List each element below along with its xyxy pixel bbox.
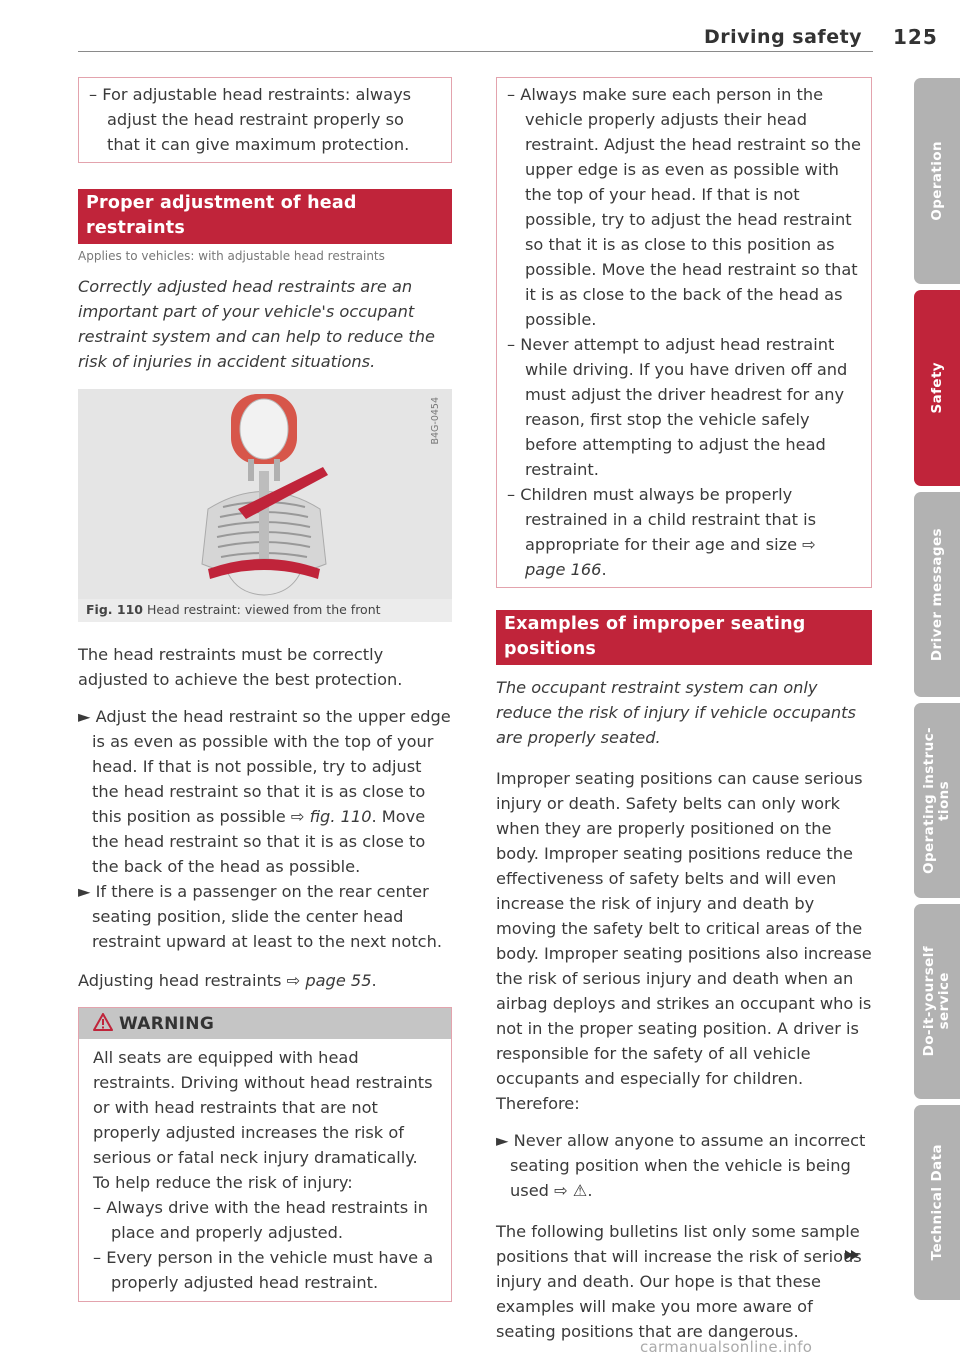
note-item: – Always make sure each person in the vehicle properly adjusts their head restraint. Adjust the head restraint so the upper edge is as even as possible with the top of your head. If that is not possible, try to adjust the head restraint so that it is as close to this position as possible. Move the head restraint so that it is as close to the back of the head as possible. [507,85,861,329]
left-column [78,77,452,1302]
paragraph-improper-seating: Improper seating positions can cause serious injury or death. Safety belts can only work when they are properly positioned on the body. Improper seating positions reduce the effectiveness of safety belts and will even increase the risk of injury and death by moving the safety belt to critical areas of the body. Improper seating positions also increase the risk of serious injury and death when an airbag deploys and strikes an occupant who is not in the proper seating position. A driver is responsible for the safety of all vehicle occupants and especially for children. Therefore: [496,769,872,1113]
list-item: ► If there is a passenger on the rear center seating position, slide the center head restraint upward at least to the next notch. [78,882,442,951]
tab-technical-data[interactable]: Technical Data [914,1105,960,1300]
warning-body [79,1039,451,1301]
watermark: carmanualsonline.info [640,1338,813,1356]
tab-do-it-yourself-service[interactable]: Do-it-yourself service [914,904,960,1099]
instruction-list [78,704,452,954]
warning-box [78,1007,452,1302]
section-heading-improper-seating: Examples of improper seating positions [496,610,872,665]
adjusting-reference: Adjusting head restraints ⇨ page 55. [78,971,377,990]
note-item: – Never attempt to adjust head restraint while driving. If you have driven off and must adjust the driver headrest for any reason, first stop the vehicle safely before attempting to adjust the head restraint. [507,335,848,479]
warning-text: All seats are equipped with head restraints. Driving without head restraints or with head restraints that are not properly adjusted increases the risk of serious or fatal neck injury dramatically. To help reduce the risk of injury: [93,1048,433,1192]
page-ref-link[interactable]: ⇨ page 55 [286,971,372,990]
warning-ref-link[interactable]: ⇨ ⚠ [554,1181,588,1200]
warning-item: – Every person in the vehicle must have a properly adjusted head restraint. [93,1248,434,1292]
note-item: – Children must always be properly restrained in a child restraint that is appropriate for their age and size ⇨ page 166. [507,485,817,579]
tab-driver-messages[interactable]: Driver messages [914,492,960,697]
figure-code: B4G-0454 [430,397,441,445]
warning-header [79,1008,451,1039]
figure-caption [78,599,452,622]
continue-arrow-icon [851,1250,859,1260]
header-rule [78,51,873,52]
figure-label: Fig. 110 [86,602,143,617]
paragraph-sample-positions: The following bulletins list only some sample positions that will increase the risk of serious injury and death. Our hope is that these examples will make you more aware of seating positions that are dangerous. [496,1222,862,1341]
figure-caption-text: Head restraint: viewed from the front [146,602,381,617]
warning-title: WARNING [119,1014,215,1034]
paragraph-correct-adjust: The head restraints must be correctly adjusted to achieve the best protection. [78,645,403,689]
warning-triangle-icon [93,1013,113,1031]
right-column [496,77,872,1344]
list-item: ► Never allow anyone to assume an incorrect seating position when the vehicle is being used ⇨ ⚠. [496,1131,866,1200]
tab-safety[interactable]: Safety [914,290,960,486]
list-item: ► Adjust the head restraint so the upper edge is as even as possible with the top of your head. If that is not possible, try to adjust the head restraint so that it is as close to this position as possible ⇨ fig. 110. Move the head restraint so that it is as close to the back of the head as possible. [78,707,451,876]
top-note-box [78,77,452,163]
continued-note-box [496,77,872,588]
warning-item: – Always drive with the head restraints in place and properly adjusted. [93,1198,429,1242]
running-header-title: Driving safety [704,26,863,48]
tab-operating-instructions[interactable]: Operating instruc- tions [914,703,960,898]
fig-ref-link[interactable]: ⇨ fig. 110 [290,807,372,826]
applies-to-note: Applies to vehicles: with adjustable head restraints [78,249,385,263]
section-heading-head-restraints: Proper adjustment of head restraints [78,189,452,244]
page-number: 125 [893,25,938,49]
section-intro: The occupant restraint system can only reduce the risk of injury if vehicle occupants are properly seated. [496,678,856,747]
top-note-item: – For adjustable head restraints: always adjust the head restraint properly so that it can give maximum protection. [89,85,412,154]
section-intro: Correctly adjusted head restraints are an important part of your vehicle's occupant restraint system and can help to reduce the risk of injuries in accident situations. [78,277,435,371]
tab-operation[interactable]: Operation [914,78,960,284]
page-ref-link[interactable]: ⇨ page 166 [525,535,816,579]
head-restraint-illustration [78,389,452,599]
figure-head-restraint [78,389,452,599]
